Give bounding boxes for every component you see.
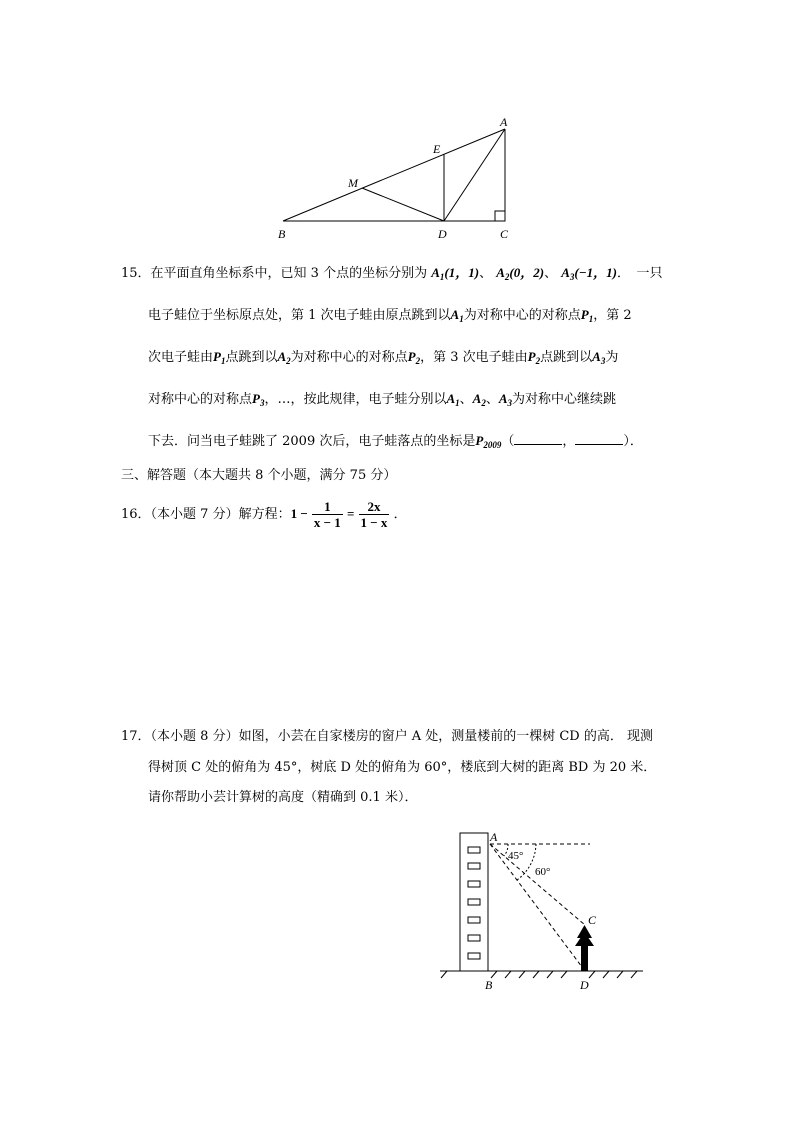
label-A: A (500, 115, 508, 129)
label-D: D (438, 227, 447, 241)
geometry-figure-14 (270, 112, 530, 244)
label-C: C (588, 913, 597, 927)
segment-AD (444, 129, 505, 221)
building-tree-figure (435, 828, 650, 996)
q17-line-2: 得树顶 C 处的俯角为 45°，树底 D 处的俯角为 60°，楼底到大树的距离 BD 为 20 米． (148, 760, 657, 775)
label-D: D (580, 978, 589, 992)
answer-blank-x[interactable] (514, 432, 562, 445)
window (468, 935, 480, 941)
point-A3: $A_3(-1$，1) (561, 265, 617, 282)
fraction-1: $\frac{1}{x - 1}$ (313, 499, 341, 530)
window (468, 881, 480, 887)
label-C: C (500, 227, 509, 241)
segment-AB (283, 129, 505, 221)
section-3-title: 三、解答题（本大题共 8 个小题，满分 75 分） (121, 468, 397, 483)
segment-MD (362, 188, 444, 221)
label-E: E (433, 142, 441, 156)
angle-label-45: 45° (508, 850, 524, 862)
right-angle-mark (495, 211, 505, 221)
label-B: B (278, 227, 286, 241)
q17-line-3: 请你帮助小芸计算树的高度（精确到 0.1 米）． (148, 790, 418, 805)
angle-label-60: 60° (535, 866, 551, 878)
window (468, 863, 480, 869)
fraction-2: $\frac{2x}{1 - x}$ (360, 499, 388, 530)
ground-hatching (441, 971, 637, 978)
building (460, 833, 488, 971)
answer-blank-y[interactable] (575, 432, 623, 445)
window (468, 899, 480, 905)
window (468, 847, 480, 853)
q16: 16．（本小题 7 分）解方程：1 − $\frac{1}{x - 1}$ = $\frac{2x}{1 - x}$ ． (121, 499, 407, 530)
point-A2: $A_2(0$，2) (496, 265, 545, 282)
q15-line-2: 电子蛙位于坐标原点处，第 1 次电子蛙由原点跳到以$A_1$为对称中心的对称点$P_1$，第 2 (148, 307, 632, 324)
q17-line-1: 17．（本小题 8 分）如图，小芸在自家楼房的窗户 A 处，测量楼前的一棵树 CD 的高． 现测 (121, 729, 653, 744)
q15-line-4: 对称中心的对称点$P_3$，…，按此规律，电子蛙分别以$A_1$、$A_2$、$A_3$为对称中心继续跳 (148, 391, 617, 408)
sight-line-to-D (490, 844, 585, 971)
q15-line-5: 下去．问当电子蛙跳了 2009 次后，电子蛙落点的坐标是$P_{2009}$（ ， ）． (148, 433, 643, 450)
tree (575, 925, 594, 971)
window (468, 953, 480, 959)
q15-line-3: 次电子蛙由$P_1$点跳到以$A_2$为对称中心的对称点$P_2$，第 3 次电子蛙由$P_2$点跳到以$A_3$为 (148, 349, 619, 366)
q15-line-1: 15．在平面直角坐标系中，已知 3 个点的坐标分别为 $A_1(1$，1)、 $A_2(0$，2)、 $A_3(-1$，1)． 一只 (121, 265, 663, 282)
point-A1: $A_1(1$，1) (431, 265, 480, 282)
label-M: M (348, 176, 358, 190)
q15-number: 15． (121, 266, 151, 281)
label-A: A (490, 830, 498, 844)
window (468, 917, 480, 923)
label-B: B (485, 978, 493, 992)
